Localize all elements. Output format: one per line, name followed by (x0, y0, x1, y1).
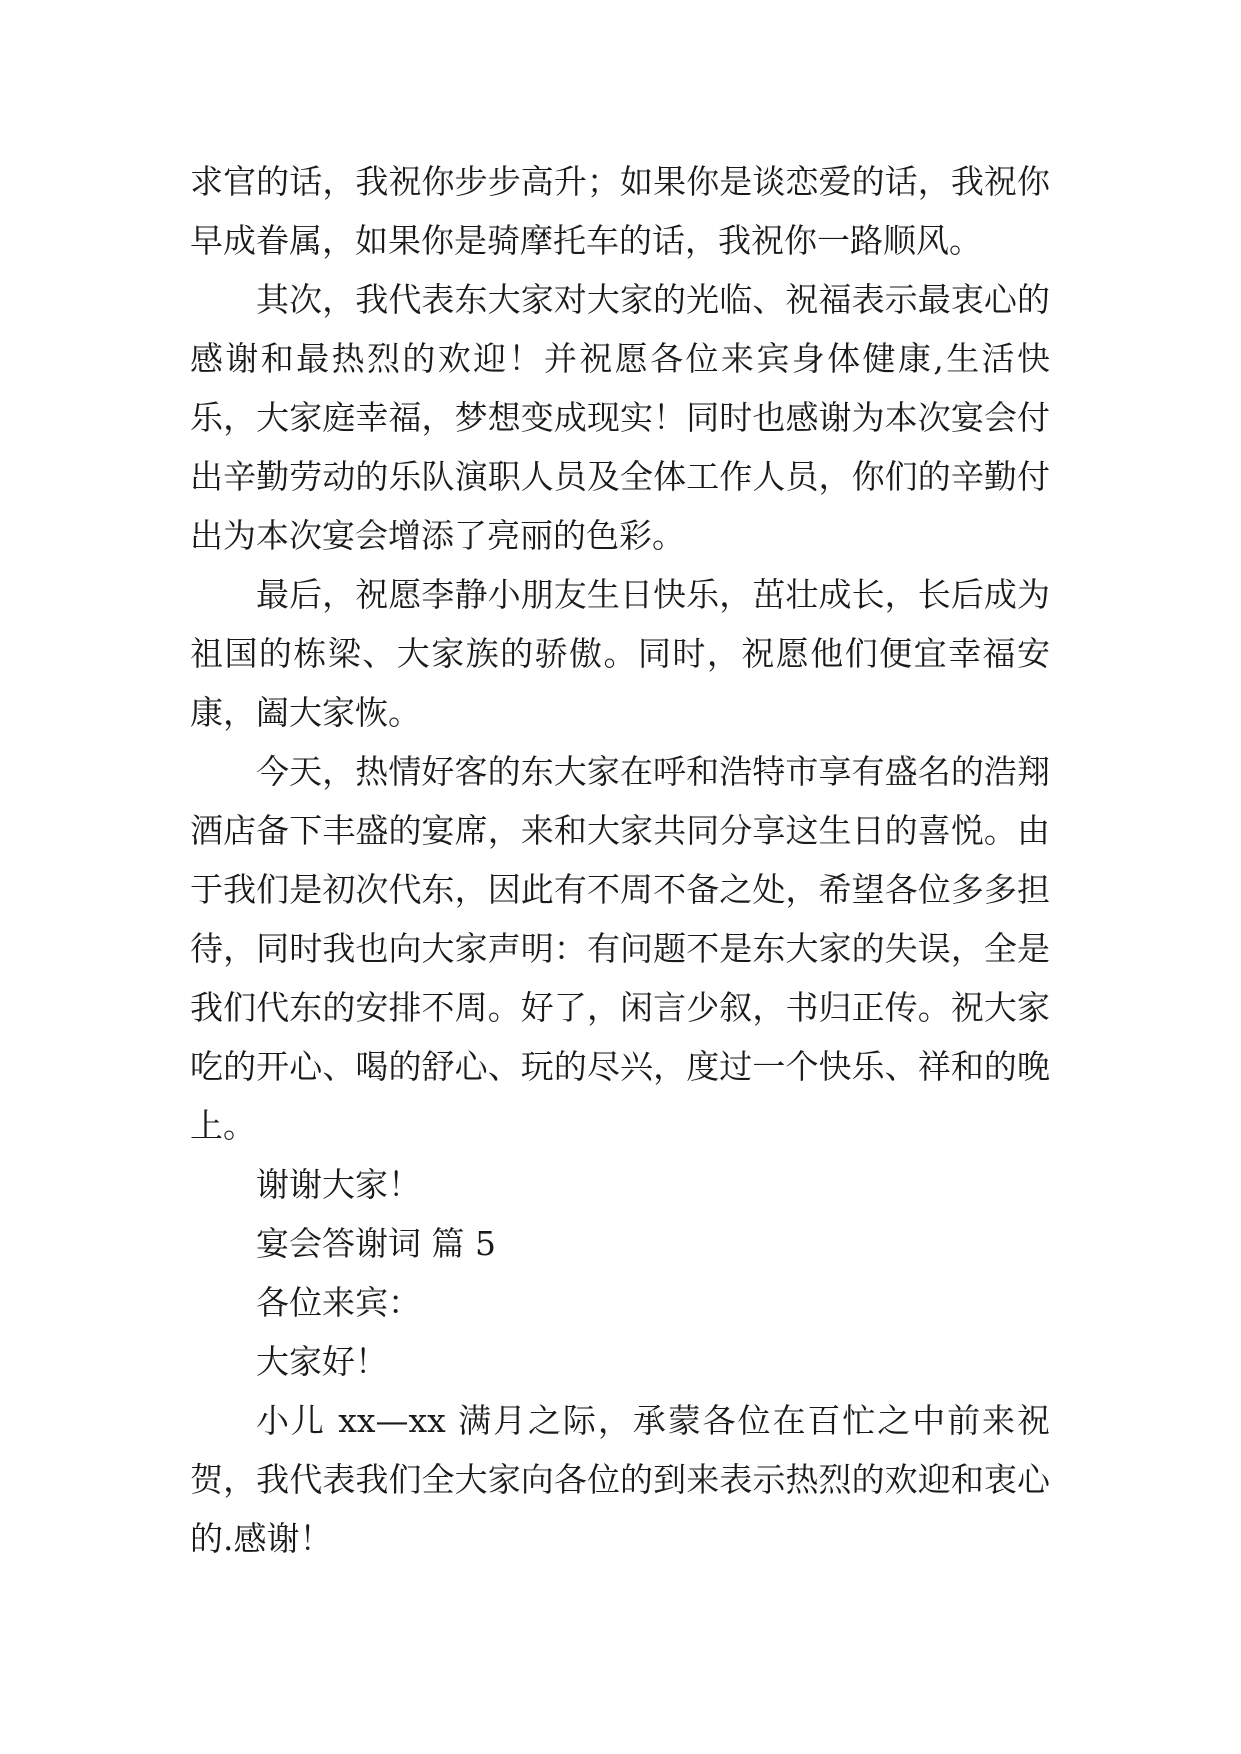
paragraph-banquet-host: 今天，热情好客的东大家在呼和浩特市享有盛名的浩翔酒店备下丰盛的宴席，来和大家共同分享这生日的喜悦。由于我们是初次代东，因此有不周不备之处，希望各位多多担待，同时我也向大家声明：有问题不是东大家的失误，全是我们代东的安排不周。好了，闲言少叙，书归正传。祝大家吃的开心、喝的舒心、玩的尽兴，度过一个快乐、祥和的晚上。 (190, 752, 1050, 1145)
section-heading: 宴会答谢词 篇 5 (256, 1224, 496, 1263)
greeting: 大家好！ (256, 1342, 388, 1381)
paragraph-full-month: 小儿 xx—xx 满月之际，承蒙各位在百忙之中前来祝贺，我代表我们全大家向各位的到来表示热烈的欢迎和衷心的.感谢！ (190, 1401, 1050, 1558)
paragraph-continuation: 求官的话，我祝你步步高升；如果你是谈恋爱的话，我祝你早成眷属，如果你是骑摩托车的话，我祝你一路顺风。 (190, 162, 1050, 260)
paragraph-birthday-wishes: 最后，祝愿李静小朋友生日快乐，茁壮成长，长后成为祖国的栋梁、大家族的骄傲。同时，祝愿他们便宜幸福安康，阖大家恢。 (190, 575, 1050, 732)
document-body (190, 152, 1050, 1568)
paragraph-thanks-guests: 其次，我代表东大家对大家的光临、祝福表示最衷心的感谢和最热烈的欢迎！并祝愿各位来宾身体健康,生活快乐，大家庭幸福，梦想变成现实！同时也感谢为本次宴会付出辛勤劳动的乐队演职人员及全体工作人员，你们的辛勤付出为本次宴会增添了亮丽的色彩。 (190, 280, 1050, 555)
salutation: 各位来宾： (256, 1283, 421, 1322)
paragraph-thank-you: 谢谢大家！ (256, 1165, 421, 1204)
